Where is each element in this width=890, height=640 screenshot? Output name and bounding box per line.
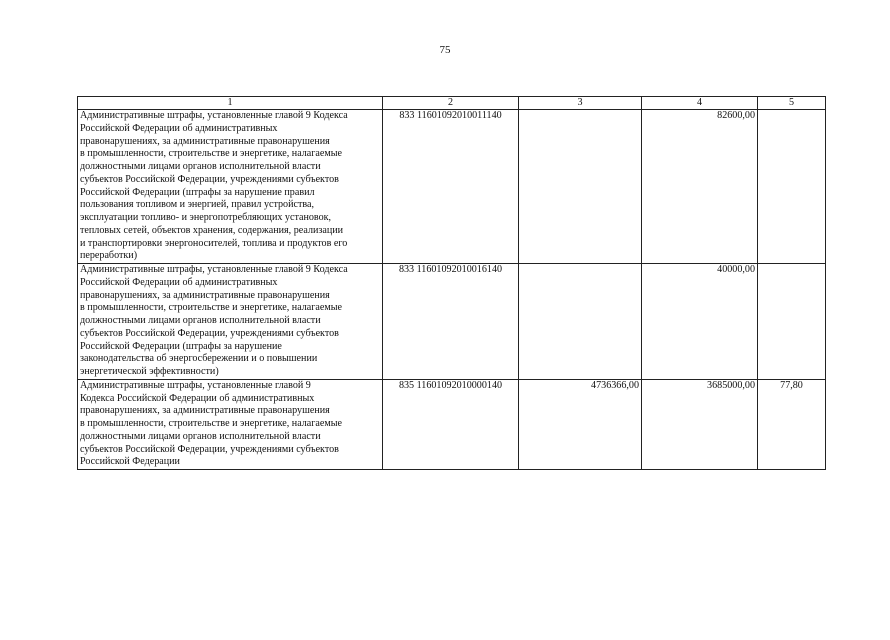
- column-header-1: 1: [78, 97, 383, 110]
- column-header-3: 3: [519, 97, 642, 110]
- row-col3-value: [519, 264, 642, 380]
- row-col5-value: 77,80: [758, 379, 826, 469]
- column-header-4: 4: [642, 97, 758, 110]
- table-row: [78, 110, 826, 264]
- row-description: Административные штрафы, установленные главой 9 Кодекса Российской Федерации об административных правонарушениях, за административные правонарушения в промышленности, строительстве и энергетике, налагаемые должностными лицами органов исполнительной власти субъектов Российской Федерации, учреждениями субъектов Российской Федерации (штрафы за нарушение законодательства об энергосбережении и о повышении энергетической эффективности): [78, 264, 383, 380]
- row-description: Административные штрафы, установленные главой 9 Кодекса Российской Федерации об административных правонарушениях, за административные правонарушения в промышленности, строительстве и энергетике, налагаемые должностными лицами органов исполнительной власти субъектов Российской Федерации, учреждениями субъектов Российской Федерации: [78, 379, 383, 469]
- budget-table: [77, 96, 826, 470]
- table-row: [78, 379, 826, 469]
- row-budget-code: 833 11601092010016140: [383, 264, 519, 380]
- page-number: 75: [439, 44, 451, 56]
- row-col5-value: [758, 264, 826, 380]
- table-header-row: [78, 97, 826, 110]
- row-col3-value: [519, 110, 642, 264]
- table-row: [78, 264, 826, 380]
- row-col5-value: [758, 110, 826, 264]
- row-col4-value: 3685000,00: [642, 379, 758, 469]
- row-budget-code: 833 11601092010011140: [383, 110, 519, 264]
- column-header-5: 5: [758, 97, 826, 110]
- row-budget-code: 835 11601092010000140: [383, 379, 519, 469]
- row-col3-value: 4736366,00: [519, 379, 642, 469]
- row-description: Административные штрафы, установленные главой 9 Кодекса Российской Федерации об административных правонарушениях, за административные правонарушения в промышленности, строительстве и энергетике, налагаемые должностными лицами органов исполнительной власти субъектов Российской Федерации, учреждениями субъектов Российской Федерации (штрафы за нарушение правил пользования топливом и энергией, правил устройства, эксплуатации топливо- и энергопотребляющих установок, тепловых сетей, объектов хранения, содержания, реализации и транспортировки энергоносителей, топлива и продуктов его переработки): [78, 110, 383, 264]
- row-col4-value: 40000,00: [642, 264, 758, 380]
- column-header-2: 2: [383, 97, 519, 110]
- row-col4-value: 82600,00: [642, 110, 758, 264]
